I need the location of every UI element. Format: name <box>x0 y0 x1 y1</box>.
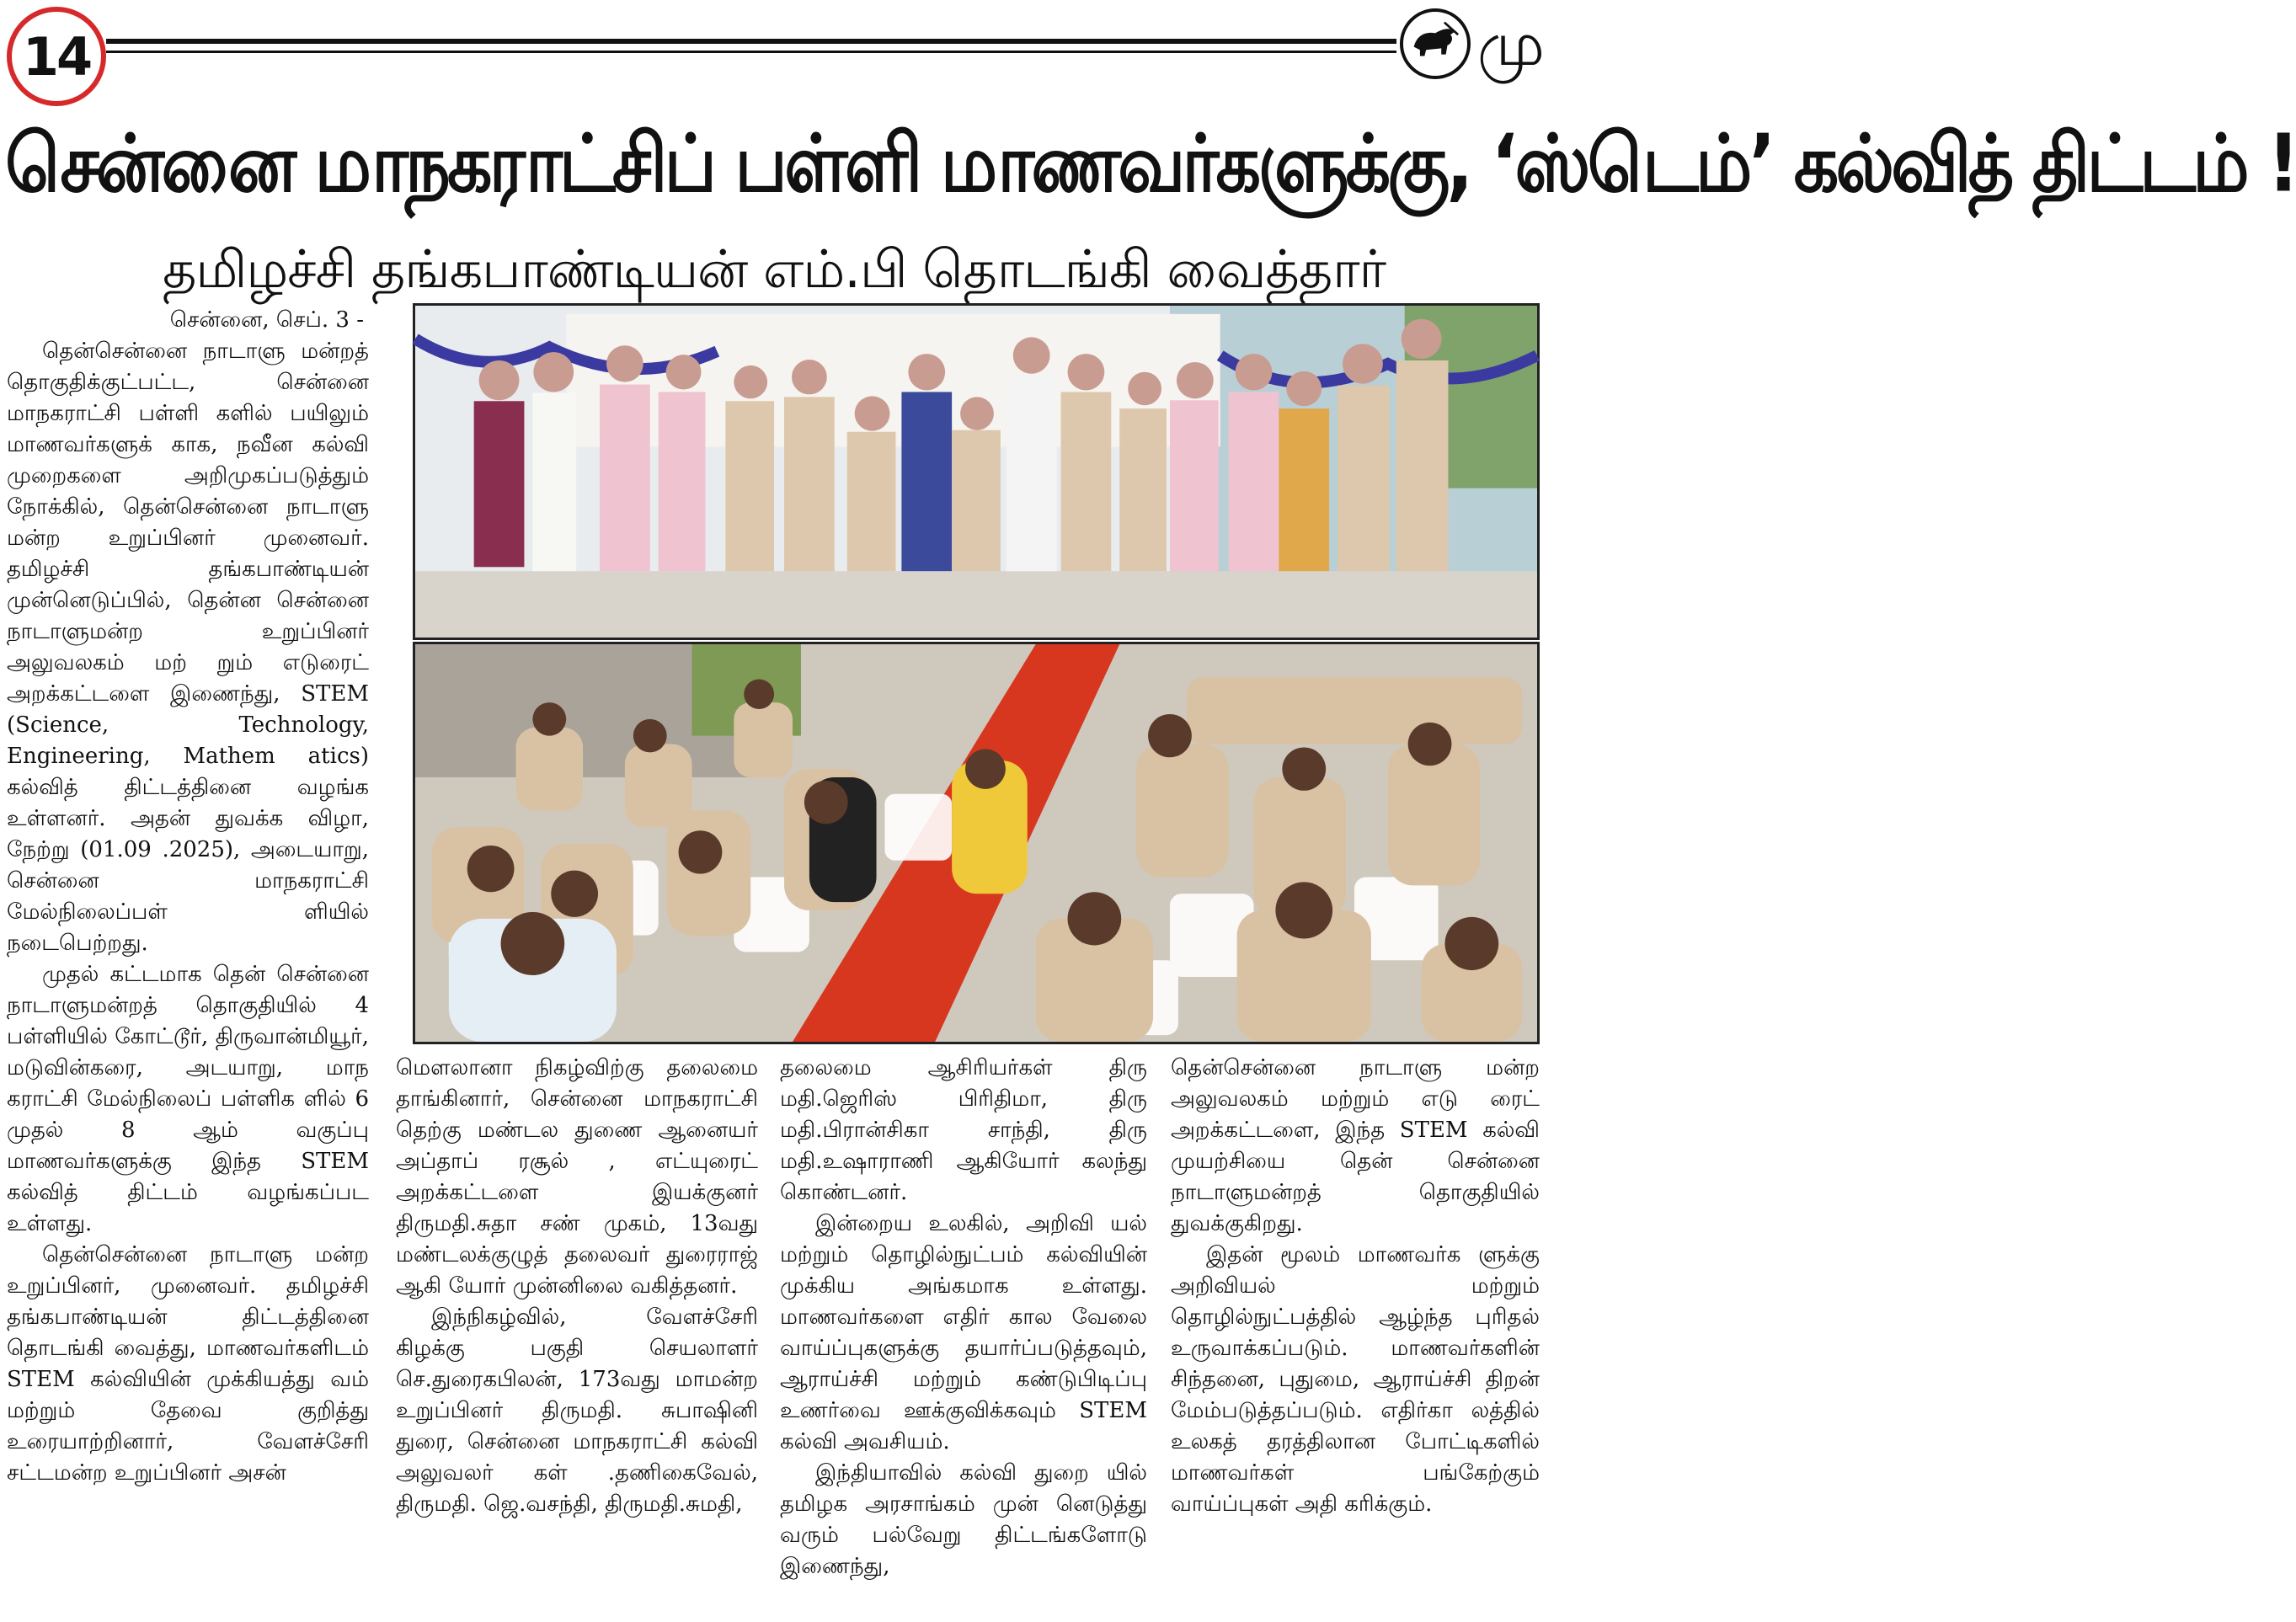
article-paragraph: தென்சென்னை நாடாளு மன்ற அலுவலகம் மற்றும் எடு ரைட் அறக்கட்டளை, இந்த STEM கல்வி முயற்சியை தென் சென்னை நாடாளுமன்றத் தொகுதியில் துவக்குகிறது. <box>1171 1055 1540 1236</box>
article-paragraph: தென்சென்னை நாடாளு மன்ற உறுப்பினர், முனைவர். தமிழச்சி தங்கபாண்டியன் திட்டத்தினை தொடங்கி வைத்து, மாணவர்களிடம் STEM கல்வியின் முக்கியத்து வம் மற்றும் தேவை குறித்து உரையாற்றினார், வேளச்சேரி சட்டமன்ற உறுப்பினர் அசன் <box>7 1242 369 1486</box>
article-paragraph: தென்சென்னை நாடாளு மன்றத் தொகுதிக்குட்பட்ட, சென்னை மாநகராட்சி பள்ளி களில் பயிலும் மாணவர்களுக் காக, நவீன கல்வி முறைகளை அறிமுகப்படுத்தும் நோக்கில், தென்சென்னை நாடாளு மன்ற உறுப்பினர் முனைவர். தமிழச்சி தங்கபாண்டியன் முன்னெடுப்பில், தென்ன சென்னை நாடாளுமன்ற உறுப்பினர் அலுவலகம் மற் றும் எடுரைட் அறக்கட்டளை இணைந்து, STEM (Science, Technology, Engineering, Mathem atics) கல்வித் திட்டத்தினை வழங்க உள்ளனர். அதன் துவக்க விழா, நேற்று (01.09 .2025), அடையாறு, சென்னை மாநகராட்சி மேல்நிலைப்பள் ளியில் நடைபெற்றது. <box>7 339 369 956</box>
article-paragraph: இந்தியாவில் கல்வி துறை யில் தமிழக அரசாங்கம் முன் னெடுத்து வரும் பல்வேறு திட்டங்களோடு இணைந்து, <box>780 1460 1147 1579</box>
dateline: சென்னை, செப். 3 - <box>169 307 364 333</box>
photo-students-seated <box>413 642 1540 1044</box>
article-column-1 <box>7 305 369 1619</box>
article-column-2 <box>396 1053 758 1619</box>
article-column-3 <box>780 1053 1147 1619</box>
page-number: 14 <box>7 7 106 106</box>
article-paragraph: இதன் மூலம் மாணவர்க ளுக்கு அறிவியல் மற்றும் தொழில்நுட்பத்தில் ஆழ்ந்த புரிதல் உருவாக்கப்படும். மாணவர்களின் சிந்தனை, புதுமை, ஆராய்ச்சி திறன் மேம்படுத்தப்படும். எதிர்கா லத்தில் உலகத் தரத்திலான போட்டிகளில் மாணவர்கள் பங்கேற்கும் வாய்ப்புகள் அதி கரிக்கும். <box>1171 1242 1540 1517</box>
photo-group-on-stage <box>413 303 1540 640</box>
header-rule <box>106 39 1396 44</box>
subheadline: தமிழச்சி தங்கபாண்டியன் எம்.பி தொடங்கி வைத்தார் <box>162 238 1386 300</box>
headline: சென்னை மாநகராட்சிப் பள்ளி மாணவர்களுக்கு, ‘ஸ்டெம்’ கல்வித் திட்டம் ! <box>5 117 2296 210</box>
article-paragraph: இன்றைய உலகில், அறிவி யல் மற்றும் தொழில்நுட்பம் கல்வியின் முக்கிய அங்கமாக உள்ளது. மாணவர்களை எதிர் கால வேலை வாய்ப்புகளுக்கு தயார்ப்படுத்தவும், ஆராய்ச்சி மற்றும் கண்டுபிடிப்பு உணர்வை ஊக்குவிக்கவும் STEM கல்வி அவசியம். <box>780 1211 1147 1454</box>
bull-logo-icon <box>1400 8 1471 79</box>
article-paragraph: மௌலானா நிகழ்விற்கு தலைமை தாங்கினார், சென்னை மாநகராட்சி தெற்கு மண்டல துணை ஆனையர் அப்தாப் ரசூல் , எட்யுரைட் அறக்கட்டளை இயக்குனர் திருமதி.சுதா சண் முகம், 13வது மண்டலக்குழுத் தலைவர் துரைராஜ் ஆகி யோர் முன்னிலை வகித்தனர். <box>396 1055 758 1299</box>
article-paragraph: தலைமை ஆசிரியர்கள் திரு மதி.ஜெரிஸ் பிரிதிமா, திரு மதி.பிரான்சிகா சாந்தி, திரு மதி.உஷாராணி ஆகியோர் கலந்து கொண்டனர். <box>780 1055 1147 1205</box>
article-column-4 <box>1171 1053 1540 1619</box>
header-rule-thin <box>106 51 1396 53</box>
article-paragraph: முதல் கட்டமாக தென் சென்னை நாடாளுமன்றத் தொகுதியில் 4 பள்ளியில் கோட்டூர், திருவான்மியூர், மடுவின்கரை, அடயாறு, மாந கராட்சி மேல்நிலைப் பள்ளிக ளில் 6 முதல் 8 ஆம் வகுப்பு மாணவர்களுக்கு இந்த STEM கல்வித் திட்டம் வழங்கப்பட உள்ளது. <box>7 962 369 1236</box>
masthead-fragment: மு <box>1477 8 1545 79</box>
article-paragraph: இந்நிகழ்வில், வேளச்சேரி கிழக்கு பகுதி செயலாளர் செ.துரைகபிலன், 173வது மாமன்ற உறுப்பினர் திருமதி. சுபாஷினி துரை, சென்னை மாநகராட்சி கல்வி அலுவலர் கள் .தணிகைவேல், திருமதி. ஜெ.வசந்தி, திருமதி.சுமதி, <box>396 1305 758 1517</box>
